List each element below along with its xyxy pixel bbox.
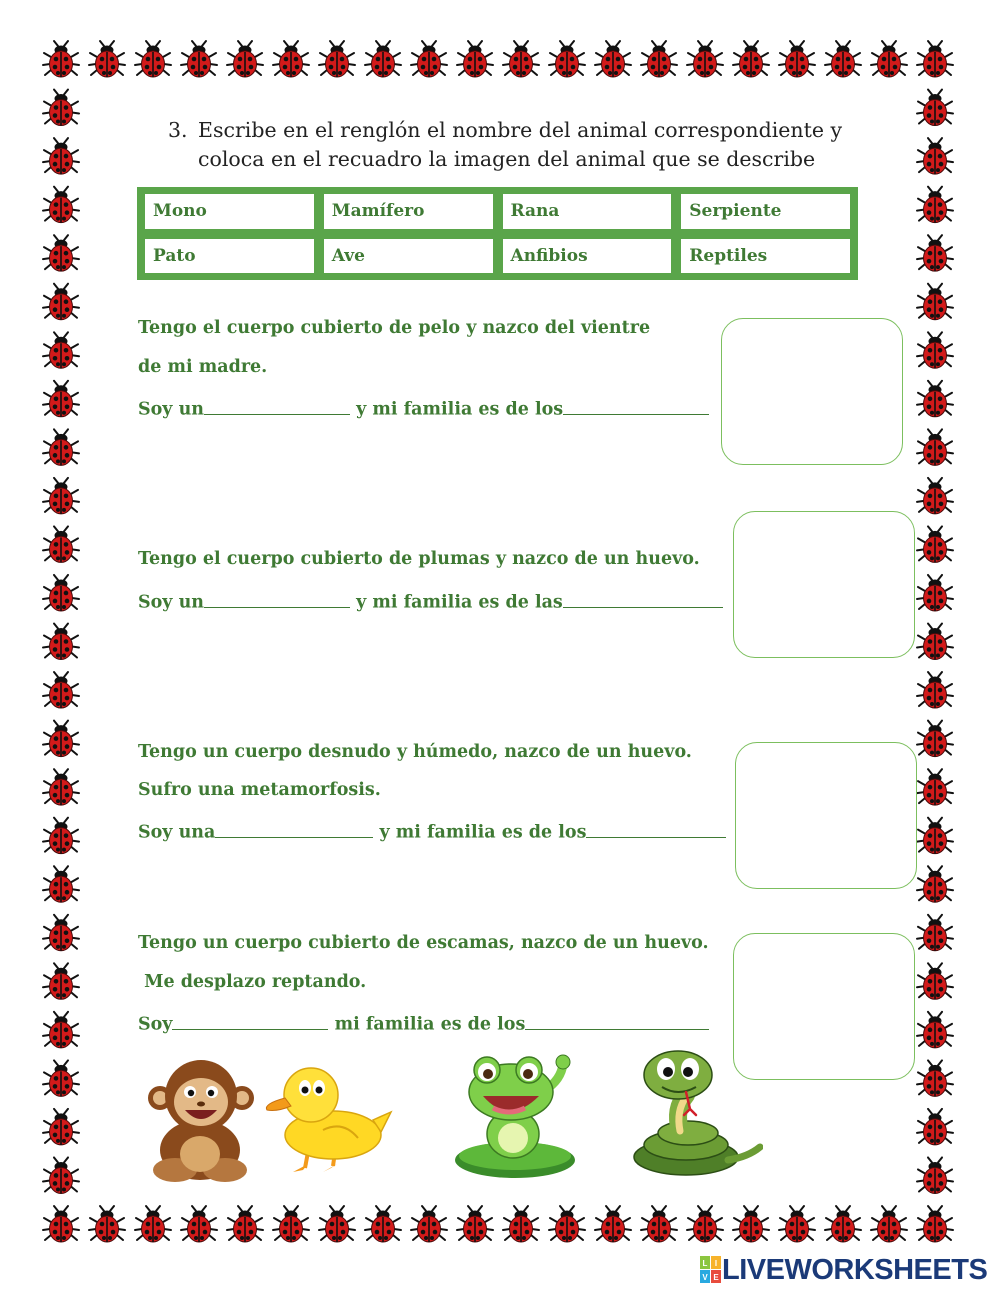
frog-image[interactable] [453, 1050, 583, 1180]
ladybug-icon [411, 1206, 447, 1242]
ladybug-icon [825, 41, 861, 77]
animal-name-blank[interactable] [204, 589, 350, 608]
duck-image[interactable] [263, 1060, 393, 1175]
word-bank-cell[interactable]: Reptiles [679, 237, 852, 276]
ladybug-icon [43, 187, 79, 223]
ladybug-icon [917, 1157, 953, 1193]
ladybug-icon [917, 526, 953, 562]
ladybug-icon [227, 1206, 263, 1242]
ladybug-icon [43, 138, 79, 174]
ladybug-icon [641, 41, 677, 77]
question-2-line-1: Tengo el cuerpo cubierto de plumas y nazco de un huevo. [138, 549, 700, 569]
ladybug-icon [917, 41, 953, 77]
svg-text:L: L [702, 1259, 708, 1268]
ladybug-icon [917, 575, 953, 611]
question-3-answer-line [138, 819, 726, 843]
ladybug-icon [43, 624, 79, 660]
animal-name-blank[interactable] [204, 396, 350, 415]
word-bank-cell[interactable]: Anfibios [501, 237, 674, 276]
ladybug-icon [871, 41, 907, 77]
ladybug-icon [43, 41, 79, 77]
ladybug-icon [135, 1206, 171, 1242]
liveworksheets-badge-icon [700, 1256, 722, 1284]
animal-name-blank[interactable] [215, 819, 373, 838]
ladybug-icon [43, 915, 79, 951]
instruction-number: 3. [168, 118, 188, 142]
snake-image[interactable] [628, 1045, 763, 1180]
ladybug-icon [917, 1109, 953, 1145]
ladybug-icon [917, 1060, 953, 1096]
ladybug-icon [917, 90, 953, 126]
word-bank-cell[interactable]: Ave [322, 237, 495, 276]
image-drop-box-3[interactable] [735, 742, 917, 889]
family-blank[interactable] [525, 1011, 709, 1030]
ladybug-icon [43, 1157, 79, 1193]
question-1-line-1: Tengo el cuerpo cubierto de pelo y nazco del vientre [138, 318, 651, 338]
ladybug-icon [319, 41, 355, 77]
ladybug-icon [135, 41, 171, 77]
instruction-line-1: Escribe en el renglón el nombre del animal correspondiente y [198, 118, 843, 142]
ladybug-icon [43, 478, 79, 514]
ladybug-icon [43, 429, 79, 465]
ladybug-icon [917, 721, 953, 757]
ladybug-icon [43, 963, 79, 999]
ladybug-icon [43, 284, 79, 320]
liveworksheets-logo [700, 1254, 987, 1286]
ladybug-icon [779, 1206, 815, 1242]
ladybug-icon [825, 1206, 861, 1242]
ladybug-icon [43, 1109, 79, 1145]
ladybug-icon [43, 721, 79, 757]
ladybug-icon [595, 1206, 631, 1242]
liveworksheets-wordmark: LIVEWORKSHEETS [722, 1253, 988, 1286]
answer-prefix: Soy [138, 1014, 173, 1035]
ladybug-icon [89, 41, 125, 77]
ladybug-icon [917, 478, 953, 514]
ladybug-icon [917, 138, 953, 174]
ladybug-icon [43, 866, 79, 902]
ladybug-icon [917, 332, 953, 368]
ladybug-icon [457, 41, 493, 77]
ladybug-icon [917, 429, 953, 465]
ladybug-icon [733, 1206, 769, 1242]
ladybug-icon [43, 575, 79, 611]
svg-text:E: E [713, 1273, 719, 1282]
ladybug-icon [43, 769, 79, 805]
ladybug-icon [595, 41, 631, 77]
ladybug-icon [43, 1060, 79, 1096]
ladybug-icon [917, 672, 953, 708]
ladybug-icon [43, 90, 79, 126]
ladybug-icon [43, 235, 79, 271]
ladybug-icon [365, 41, 401, 77]
ladybug-icon [641, 1206, 677, 1242]
ladybug-icon [917, 624, 953, 660]
question-4-line-2: Me desplazo reptando. [138, 972, 367, 992]
ladybug-icon [733, 41, 769, 77]
svg-text:V: V [702, 1273, 708, 1282]
family-blank[interactable] [586, 819, 726, 838]
ladybug-icon [181, 1206, 217, 1242]
ladybug-icon [503, 41, 539, 77]
answer-prefix: Soy una [138, 822, 216, 843]
answer-prefix: Soy un [138, 399, 205, 420]
ladybug-icon [43, 1206, 79, 1242]
ladybug-icon [43, 672, 79, 708]
ladybug-icon [319, 1206, 355, 1242]
ladybug-icon [273, 1206, 309, 1242]
ladybug-icon [687, 41, 723, 77]
answer-middle: y mi familia es de los [350, 399, 564, 420]
ladybug-icon [549, 1206, 585, 1242]
answer-middle: mi familia es de los [328, 1014, 526, 1035]
ladybug-icon [917, 915, 953, 951]
image-drop-box-2[interactable] [733, 511, 915, 658]
question-2-answer-line [138, 589, 723, 613]
word-bank-cell[interactable]: Mamífero [322, 192, 495, 231]
question-3-line-1: Tengo un cuerpo desnudo y húmedo, nazco de un huevo. [138, 742, 692, 762]
ladybug-icon [411, 41, 447, 77]
question-4-answer-line [138, 1011, 709, 1035]
ladybug-icon [43, 1012, 79, 1048]
family-blank[interactable] [563, 396, 709, 415]
monkey-image[interactable] [145, 1058, 260, 1183]
question-4-line-1: Tengo un cuerpo cubierto de escamas, nazco de un huevo. [138, 933, 709, 953]
image-drop-box-1[interactable] [721, 318, 903, 465]
word-bank-cell[interactable]: Mono [143, 192, 316, 231]
word-bank-cell[interactable]: Pato [143, 237, 316, 276]
animal-name-blank[interactable] [172, 1011, 328, 1030]
ladybug-icon [917, 866, 953, 902]
ladybug-icon [43, 332, 79, 368]
ladybug-icon [43, 526, 79, 562]
ladybug-icon [871, 1206, 907, 1242]
ladybug-icon [917, 284, 953, 320]
instruction [168, 116, 868, 174]
word-bank-table [137, 187, 858, 280]
instruction-line-2: coloca en el recuadro la imagen del animal que se describe [198, 147, 816, 171]
ladybug-icon [181, 41, 217, 77]
ladybug-icon [227, 41, 263, 77]
ladybug-icon [89, 1206, 125, 1242]
ladybug-icon [917, 235, 953, 271]
word-bank-cell[interactable]: Serpiente [679, 192, 852, 231]
answer-middle: y mi familia es de las [350, 592, 563, 613]
word-bank-cell[interactable]: Rana [501, 192, 674, 231]
family-blank[interactable] [563, 589, 723, 608]
question-1-answer-line [138, 396, 709, 420]
ladybug-icon [917, 1206, 953, 1242]
ladybug-icon [549, 41, 585, 77]
ladybug-icon [917, 381, 953, 417]
ladybug-icon [503, 1206, 539, 1242]
ladybug-icon [917, 963, 953, 999]
ladybug-icon [273, 41, 309, 77]
ladybug-icon [43, 381, 79, 417]
ladybug-icon [917, 1012, 953, 1048]
ladybug-icon [917, 818, 953, 854]
ladybug-icon [687, 1206, 723, 1242]
ladybug-icon [457, 1206, 493, 1242]
ladybug-icon [917, 769, 953, 805]
ladybug-icon [365, 1206, 401, 1242]
ladybug-icon [43, 818, 79, 854]
ladybug-icon [917, 187, 953, 223]
answer-prefix: Soy un [138, 592, 205, 613]
question-3-line-2: Sufro una metamorfosis. [138, 780, 381, 800]
question-1-line-2: de mi madre. [138, 357, 268, 377]
svg-text:I: I [714, 1259, 718, 1268]
answer-middle: y mi familia es de los [373, 822, 587, 843]
ladybug-icon [779, 41, 815, 77]
